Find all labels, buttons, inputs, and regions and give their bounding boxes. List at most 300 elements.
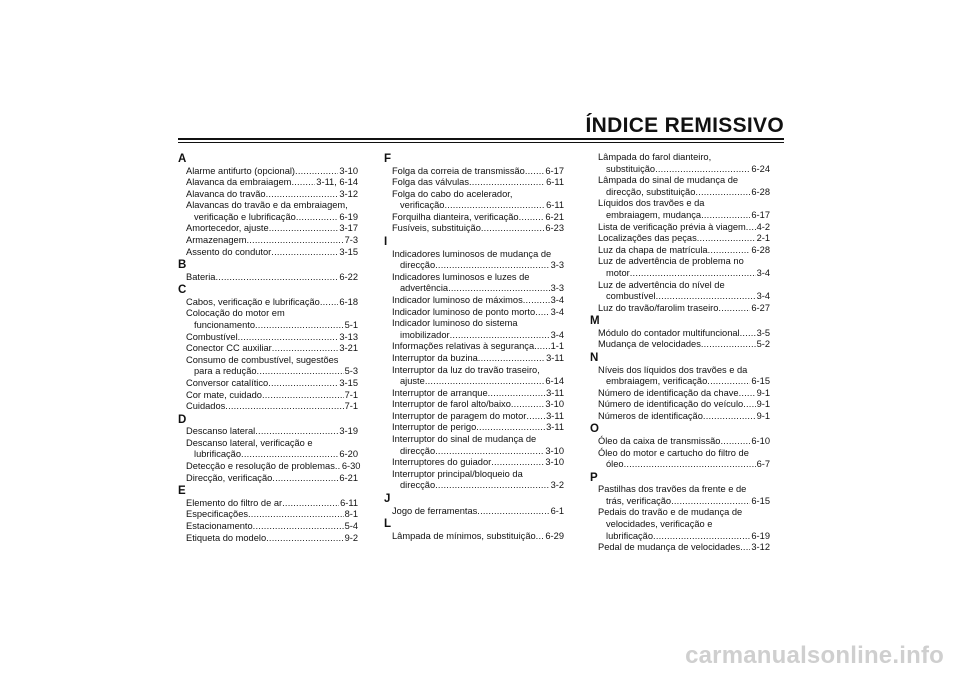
index-entry (178, 426, 358, 438)
entry-text: Indicador luminoso de ponto morto (392, 306, 536, 317)
entry-text: embraiagem, verificação (606, 376, 708, 387)
entry-text: lubrificação (194, 449, 242, 460)
dot-leader (526, 411, 545, 423)
dot-leader (266, 189, 339, 201)
entry-page-ref: 4-2 (756, 221, 770, 232)
entry-page-ref: 6-21 (339, 472, 358, 483)
index-entry-line: Folga do cabo do acelerador, (392, 188, 513, 199)
entry-text: Cor mate, cuidado (186, 389, 262, 400)
index-entry (384, 341, 564, 353)
dot-leader (624, 459, 756, 471)
dot-leader (671, 496, 750, 508)
index-entry (178, 461, 361, 473)
entry-page-ref: 3-4 (550, 329, 564, 340)
entry-page-ref: 3-11, 6-14 (316, 177, 358, 188)
index-entry-line: Líquidos dos travões e da (598, 198, 705, 209)
entry-text: Luz do travão/farolim traseiro (598, 302, 719, 313)
index-entry (384, 480, 564, 492)
dot-leader (246, 235, 343, 247)
dot-leader (435, 446, 544, 458)
dot-leader (450, 330, 550, 342)
dot-leader (257, 366, 344, 378)
entry-page-ref: 6-30 (341, 461, 361, 472)
section-letter: D (178, 413, 187, 426)
entry-page-ref: 3-4 (550, 306, 564, 317)
dot-leader (535, 307, 549, 319)
index-entry (590, 233, 770, 245)
entry-text: Conector CC auxiliar (186, 343, 272, 354)
entry-page-ref: 3-4 (550, 294, 564, 305)
entry-page-ref: 7-3 (344, 235, 358, 246)
index-entry-line: Interruptor da luz do travão traseiro, (392, 364, 540, 375)
index-entry (590, 459, 770, 471)
dot-leader (238, 332, 339, 344)
entry-text: Informações relativas à segurança (392, 341, 535, 352)
dot-leader (488, 388, 545, 400)
entry-text: Número de identificação da chave (598, 387, 739, 398)
index-entry (590, 542, 770, 554)
dot-leader (720, 436, 750, 448)
entry-text: verificação e lubrificação (194, 211, 296, 222)
dot-leader (291, 177, 315, 189)
dot-leader (739, 388, 756, 400)
index-entry (384, 353, 564, 365)
dot-leader (701, 210, 750, 222)
index-entry-line: Colocação do motor em (186, 308, 285, 319)
entry-page-ref: 6-17 (751, 209, 770, 220)
index-entry (178, 272, 358, 284)
index-entry-line: Consumo de combustível, sugestões (186, 354, 339, 365)
entry-text: Cabos, verificação e lubrificação (186, 296, 320, 307)
dot-leader (743, 399, 755, 411)
entry-page-ref: 6-1 (550, 505, 564, 516)
index-entry-line: Descanso lateral, verificação e (186, 437, 313, 448)
index-entry (590, 339, 770, 351)
index-entry (590, 388, 770, 400)
index-entry-line: Luz de advertência de problema no (598, 256, 744, 267)
entry-text: Interruptor de paragem do motor (392, 410, 527, 421)
index-entry (384, 330, 564, 342)
entry-page-ref: 6-28 (751, 244, 770, 255)
index-entry (384, 388, 564, 400)
entry-text: Elemento do filtro de ar (186, 497, 283, 508)
index-entry-line: Luz de advertência do nível de (598, 279, 725, 290)
dot-leader (248, 509, 344, 521)
section-letter: J (384, 493, 391, 506)
entry-page-ref: 3-3 (550, 283, 564, 294)
dot-leader (272, 473, 338, 485)
section-letter: F (384, 153, 392, 165)
title-rule-thin (178, 142, 784, 143)
entry-page-ref: 3-3 (550, 260, 564, 271)
entry-page-ref: 6-14 (545, 376, 564, 387)
dot-leader (469, 177, 545, 189)
index-entry (384, 399, 564, 411)
entry-text: Luz da chapa de matrícula (598, 244, 708, 255)
dot-leader (444, 200, 545, 212)
entry-text: Estacionamento (186, 520, 253, 531)
dot-leader (511, 399, 545, 411)
entry-page-ref: 6-24 (751, 163, 770, 174)
entry-text: Interruptor de perigo (392, 422, 477, 433)
entry-page-ref: 3-5 (756, 327, 770, 338)
entry-page-ref: 6-21 (545, 211, 564, 222)
entry-text: Especificações (186, 509, 249, 520)
entry-text: Descanso lateral (186, 426, 256, 437)
entry-page-ref: 6-11 (546, 200, 564, 211)
section-letter: C (178, 284, 187, 297)
index-entry (590, 210, 770, 222)
index-entry (384, 283, 564, 295)
entry-page-ref: 3-12 (339, 188, 358, 199)
index-entry (590, 164, 770, 176)
section-letter: O (590, 423, 599, 436)
dot-leader (476, 422, 545, 434)
dot-leader (225, 401, 343, 413)
page-title: ÍNDICE REMISSIVO (585, 114, 784, 137)
index-entry (178, 332, 358, 344)
entry-text: Números de identificação (598, 410, 703, 421)
dot-leader (241, 449, 338, 461)
entry-page-ref: 6-19 (751, 530, 770, 541)
entry-page-ref: 3-11 (546, 387, 564, 398)
entry-page-ref: 3-10 (545, 445, 564, 456)
entry-text: Amortecedor, ajuste (186, 223, 269, 234)
section-letter: L (384, 518, 392, 531)
index-entry (178, 390, 358, 402)
dot-leader (740, 328, 756, 340)
index-entry (590, 187, 770, 199)
entry-page-ref: 5-4 (344, 520, 358, 531)
section-letter: B (178, 259, 187, 272)
entry-text: Bateria (186, 271, 216, 282)
dot-leader (269, 223, 339, 235)
index-entry (590, 411, 770, 423)
index-entry (178, 320, 358, 332)
entry-page-ref: 6-20 (339, 449, 358, 460)
index-entry (178, 212, 358, 224)
index-entry (178, 509, 358, 521)
index-entry (178, 177, 358, 189)
index-entry (384, 457, 564, 469)
dot-leader (703, 411, 756, 423)
index-column-2 (384, 152, 564, 542)
dot-leader (268, 378, 338, 390)
index-entry-line: Indicadores luminosos de mudança de (392, 248, 552, 259)
dot-leader (525, 166, 545, 178)
index-entry (384, 307, 564, 319)
entry-text: direcção (400, 260, 436, 271)
index-entry (384, 212, 564, 224)
entry-page-ref: 3-19 (339, 426, 358, 437)
index-entry (384, 260, 564, 272)
dot-leader (655, 164, 750, 176)
entry-page-ref: 3-13 (339, 331, 358, 342)
entry-text: motor (606, 267, 630, 278)
entry-page-ref: 5-1 (344, 320, 358, 331)
index-entry-line: Lâmpada do farol dianteiro, (598, 152, 712, 162)
index-entry (384, 295, 564, 307)
index-entry (590, 268, 770, 280)
section-letter: I (384, 236, 388, 249)
entry-page-ref: 6-11 (546, 177, 564, 188)
entry-text: para a redução (194, 366, 257, 377)
dot-leader (215, 272, 338, 284)
entry-text: imobilizador (400, 329, 450, 340)
entry-page-ref: 9-2 (344, 532, 358, 543)
dot-leader (296, 212, 339, 224)
dot-leader (435, 480, 549, 492)
index-entry (178, 401, 358, 413)
dot-leader (519, 212, 545, 224)
index-entry-line: Lâmpada do sinal de mudança de (598, 175, 739, 186)
index-entry (590, 376, 770, 388)
entry-text: direcção (400, 480, 436, 491)
index-entry-line: Indicadores luminosos e luzes de (392, 271, 530, 282)
index-entry (178, 378, 358, 390)
entry-page-ref: 5-2 (756, 339, 770, 350)
entry-text: ajuste (400, 376, 425, 387)
dot-leader (477, 506, 549, 518)
index-entry (590, 303, 770, 315)
entry-text: Interruptor de arranque (392, 387, 488, 398)
index-entry (384, 506, 564, 518)
entry-text: advertência (400, 283, 449, 294)
dot-leader (740, 542, 750, 554)
entry-page-ref: 5-3 (344, 366, 358, 377)
dot-leader (701, 339, 756, 351)
entry-text: Etiqueta do modelo (186, 532, 267, 543)
dot-leader (523, 295, 550, 307)
entry-text: substituição (606, 163, 656, 174)
entry-page-ref: 6-22 (339, 271, 358, 282)
entry-page-ref: 6-23 (545, 223, 564, 234)
entry-text: Alavanca da embraiagem (186, 177, 292, 188)
index-entry (384, 422, 564, 434)
index-entry (178, 473, 358, 485)
entry-page-ref: 6-28 (751, 186, 770, 197)
entry-text: Número de identificação do veículo (598, 399, 744, 410)
index-entry (178, 343, 358, 355)
dot-leader (272, 343, 339, 355)
index-entry (178, 533, 358, 545)
entry-page-ref: 3-11 (546, 410, 564, 421)
entry-text: Pedal de mudança de velocidades (598, 542, 741, 553)
index-entry (590, 399, 770, 411)
entry-page-ref: 6-15 (751, 376, 770, 387)
entry-text: direcção, substituição (606, 186, 696, 197)
dot-leader (536, 531, 545, 543)
entry-page-ref: 6-29 (545, 530, 564, 541)
entry-text: Combustível (186, 331, 238, 342)
entry-text: Conversor catalítico (186, 378, 269, 388)
entry-page-ref: 6-7 (756, 459, 770, 470)
index-entry-line: Pastilhas dos travões da frente e de (598, 484, 747, 495)
dot-leader (653, 531, 750, 543)
entry-page-ref: 3-2 (550, 480, 564, 491)
dot-leader (481, 223, 545, 235)
index-entry (590, 531, 770, 543)
entry-page-ref: 1-1 (550, 341, 564, 352)
dot-leader (320, 297, 339, 309)
index-entry-line: Óleo do motor e cartucho do filtro de (598, 447, 749, 458)
index-entry (178, 247, 358, 259)
entry-text: Módulo do contador multifuncional (598, 327, 740, 338)
index-entry (178, 223, 358, 235)
entry-text: Detecção e resolução de problemas (186, 461, 335, 472)
dot-leader (295, 166, 338, 178)
index-column-3 (590, 152, 770, 554)
index-entry (178, 366, 358, 378)
entry-page-ref: 3-4 (756, 291, 770, 302)
index-entry (178, 498, 358, 510)
index-entry (590, 291, 770, 303)
dot-leader (695, 187, 750, 199)
index-entry (178, 235, 358, 247)
watermark: carmanualsonline.info (685, 642, 944, 669)
dot-leader (656, 291, 756, 303)
index-entry-line: Pedais do travão e de mudança de (598, 507, 743, 518)
index-entry-line: velocidades, verificação e (606, 519, 713, 530)
section-letter: P (590, 471, 598, 484)
dot-leader (491, 457, 544, 469)
index-entry (590, 328, 770, 340)
index-entry (178, 449, 358, 461)
entry-text: Fusíveis, substituição (392, 223, 481, 234)
entry-page-ref: 3-11 (546, 352, 564, 363)
index-entry-line: Níveis dos líquidos dos travões e da (598, 364, 748, 375)
entry-text: Interruptores do guiador (392, 457, 492, 468)
index-column-1 (178, 152, 361, 544)
index-entry (384, 446, 564, 458)
section-letter: N (590, 352, 599, 364)
index-entry-line: Interruptor principal/bloqueio da (392, 468, 523, 479)
entry-page-ref: 6-15 (751, 495, 770, 506)
entry-text: Indicador luminoso de máximos (392, 294, 523, 305)
entry-page-ref: 3-15 (339, 246, 358, 257)
index-entry (178, 166, 358, 178)
entry-text: funcionamento (194, 320, 255, 331)
entry-page-ref: 6-19 (339, 211, 358, 222)
entry-text: Jogo de ferramentas (392, 505, 478, 516)
entry-text: Folga das válvulas (392, 177, 469, 188)
dot-leader (262, 390, 344, 402)
dot-leader (708, 245, 751, 257)
entry-page-ref: 6-11 (340, 497, 358, 508)
dot-leader (746, 222, 756, 234)
entry-text: lubrificação (606, 530, 654, 541)
dot-leader (425, 376, 545, 388)
index-entry-line: Alavancas do travão e da embraiagem, (186, 200, 348, 211)
entry-text: Interruptor de farol alto/baixo (392, 399, 511, 410)
entry-text: verificação (400, 200, 445, 211)
entry-text: Folga da correia de transmissão (392, 165, 525, 176)
entry-page-ref: 2-1 (756, 233, 770, 244)
index-entry (384, 376, 564, 388)
entry-text: Localizações das peças (598, 233, 697, 244)
index-entry (384, 177, 564, 189)
dot-leader (534, 341, 549, 353)
entry-page-ref: 3-15 (339, 378, 358, 388)
title-rule (178, 138, 784, 140)
dot-leader (718, 303, 750, 315)
dot-leader (435, 260, 549, 272)
index-entry (178, 521, 358, 533)
entry-page-ref: 9-1 (756, 387, 770, 398)
entry-page-ref: 9-1 (756, 399, 770, 410)
entry-text: Assento do condutor (186, 246, 272, 257)
index-entry (384, 200, 564, 212)
index-entry (178, 297, 358, 309)
index-entry (590, 222, 770, 234)
entry-page-ref: 3-21 (339, 343, 358, 354)
entry-text: Lâmpada de mínimos, substituição (392, 530, 536, 541)
index-entry-line: Interruptor do sinal de mudança de (392, 434, 537, 445)
dot-leader (282, 498, 339, 510)
entry-page-ref: 6-10 (751, 435, 770, 446)
dot-leader (253, 521, 344, 533)
entry-page-ref: 7-1 (344, 389, 358, 400)
entry-page-ref: 6-18 (339, 296, 358, 307)
section-letter: M (590, 315, 600, 328)
entry-page-ref: 6-17 (545, 165, 564, 176)
entry-page-ref: 9-1 (756, 410, 770, 421)
dot-leader (255, 426, 338, 438)
entry-text: Armazenagem (186, 235, 247, 246)
dot-leader (630, 268, 756, 280)
dot-leader (255, 320, 344, 332)
section-letter: E (178, 485, 186, 498)
entry-text: Direcção, verificação (186, 472, 273, 483)
dot-leader (697, 233, 756, 245)
entry-page-ref: 8-1 (344, 509, 358, 520)
entry-text: Óleo da caixa de transmissão (598, 435, 721, 446)
entry-page-ref: 3-10 (545, 457, 564, 468)
entry-text: Interruptor da buzina (392, 352, 478, 363)
entry-text: Alarme antifurto (opcional) (186, 165, 296, 176)
dot-leader (707, 376, 750, 388)
index-entry-line: Indicador luminoso do sistema (392, 318, 518, 329)
entry-text: embraiagem, mudança (606, 209, 702, 220)
index-entry (590, 496, 770, 508)
entry-text: Alavanca do travão (186, 188, 266, 199)
entry-text: combustível (606, 291, 656, 302)
dot-leader (266, 533, 343, 545)
entry-page-ref: 3-17 (339, 223, 358, 234)
index-entry (384, 531, 564, 543)
index-entry (384, 166, 564, 178)
entry-text: Mudança de velocidades (598, 339, 701, 350)
dot-leader (478, 353, 545, 365)
entry-text: direcção (400, 445, 436, 456)
entry-page-ref: 3-4 (756, 267, 770, 278)
entry-page-ref: 3-10 (339, 165, 358, 176)
entry-page-ref: 3-10 (545, 399, 564, 410)
index-entry (384, 223, 564, 235)
entry-text: Cuidados (186, 401, 226, 412)
entry-text: trás, verificação (606, 495, 672, 506)
entry-page-ref: 6-27 (751, 302, 770, 313)
entry-page-ref: 3-12 (751, 542, 770, 553)
index-entry (384, 411, 564, 423)
entry-text: Forquilha dianteira, verificação (392, 211, 519, 222)
entry-text: óleo (606, 459, 624, 470)
index-entry (590, 245, 770, 257)
entry-text: Lista de verificação prévia à viagem (598, 221, 746, 232)
index-entry (590, 436, 770, 448)
index-entry (178, 189, 358, 201)
dot-leader (271, 247, 338, 259)
